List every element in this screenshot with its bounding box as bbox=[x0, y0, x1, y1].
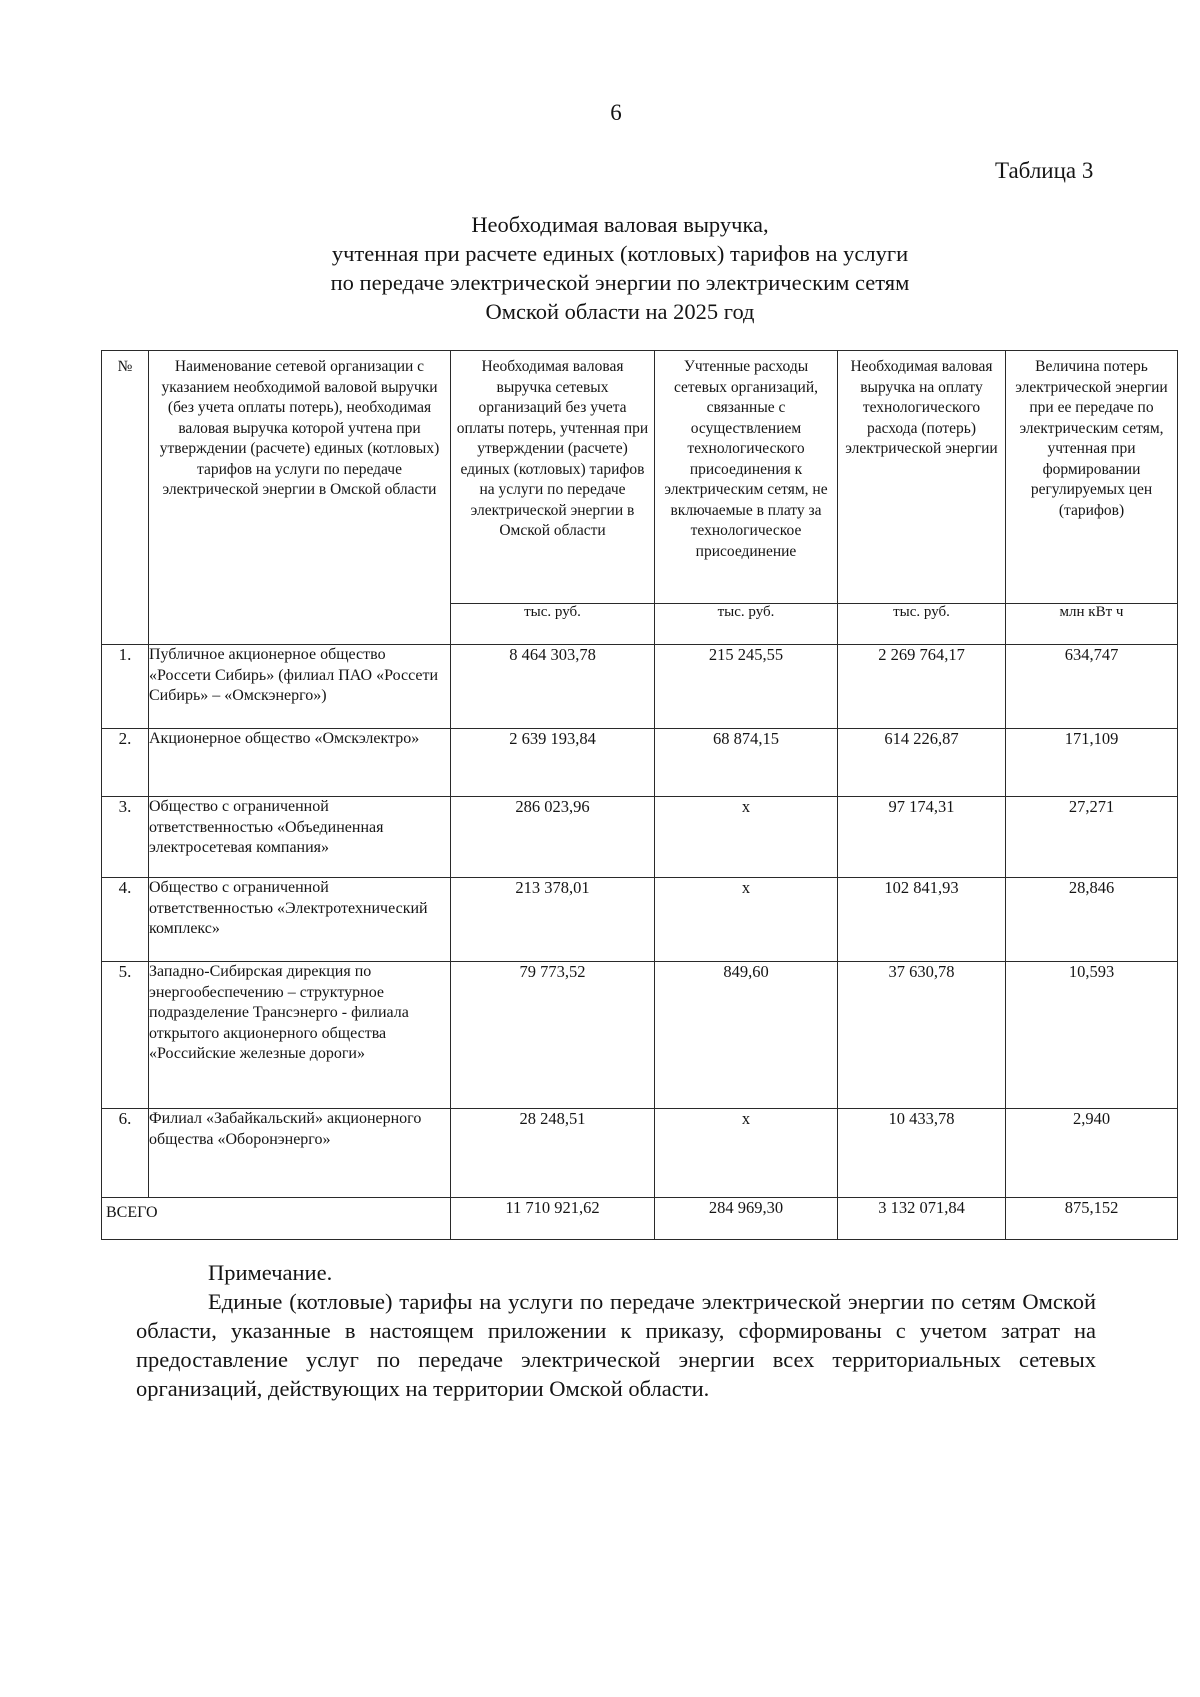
total-losses-revenue-value: 3 132 071,84 bbox=[838, 1198, 1006, 1240]
losses-revenue-value: 614 226,87 bbox=[838, 729, 1006, 797]
header-number: № bbox=[102, 351, 149, 645]
page-number: 6 bbox=[610, 100, 622, 125]
organization-name: Акционерное общество «Омскэлектро» bbox=[149, 729, 451, 797]
losses-revenue-value: 10 433,78 bbox=[838, 1109, 1006, 1198]
revenue-value: 213 378,01 bbox=[451, 878, 655, 962]
organization-name: Публичное акционерное общество «Россети Сибирь» (филиал ПАО «Россети Сибирь» – «Омскэнерго») bbox=[149, 645, 451, 729]
connection-costs-value: 68 874,15 bbox=[655, 729, 838, 797]
connection-costs-value: 849,60 bbox=[655, 962, 838, 1109]
title-line: учтенная при расчете единых (котловых) тарифов на услуги bbox=[331, 241, 909, 266]
organization-name: Филиал «Забайкальский» акционерного общества «Оборонэнерго» bbox=[149, 1109, 451, 1198]
losses-revenue-value: 37 630,78 bbox=[838, 962, 1006, 1109]
row-number: 1. bbox=[102, 645, 149, 729]
connection-costs-value: х bbox=[655, 1109, 838, 1198]
organization-name: Западно-Сибирская дирекция по энергообеспечению – структурное подразделение Трансэнерго - филиала открытого акционерного общества «Российские железные дороги» bbox=[149, 962, 451, 1109]
total-label: ВСЕГО bbox=[102, 1198, 451, 1240]
note-text: Единые (котловые) тарифы на услуги по передаче электрической энергии по сетям Омской области, указанные в настоящем приложении к приказу, сформированы с учетом затрат на предоставление услуг по передаче электрической энергии всех территориальных сетевых организаций, действующих на территории Омской области. bbox=[136, 1289, 1096, 1401]
unit-losses-volume: млн кВт ч bbox=[1006, 604, 1178, 645]
table-row bbox=[102, 645, 1178, 729]
revenue-value: 286 023,96 bbox=[451, 797, 655, 878]
header-revenue: Необходимая валовая выручка сетевых организаций без учета оплаты потерь, учтенная при утверждении (расчете) единых (котловых) тарифов на услуги по передаче электрической энергии в Омской области bbox=[451, 351, 655, 604]
row-number: 6. bbox=[102, 1109, 149, 1198]
organization-name: Общество с ограниченной ответственностью «Электротехнический комплекс» bbox=[149, 878, 451, 962]
total-losses-volume-value: 875,152 bbox=[1006, 1198, 1178, 1240]
total-connection-costs-value: 284 969,30 bbox=[655, 1198, 838, 1240]
connection-costs-value: х bbox=[655, 878, 838, 962]
header-organization-name: Наименование сетевой организации с указанием необходимой валовой выручки (без учета оплаты потерь), необходимая валовая выручка которой учтена при утверждении (расчете) единых (котловых) тарифов на услуги по передаче электрической энергии в Омской области bbox=[149, 351, 451, 645]
losses-volume-value: 10,593 bbox=[1006, 962, 1178, 1109]
header-losses-volume: Величина потерь электрической энергии при ее передаче по электрическим сетям, учтенная при формировании регулируемых цен (тарифов) bbox=[1006, 351, 1178, 604]
unit-revenue: тыс. руб. bbox=[451, 604, 655, 645]
note-title: Примечание. bbox=[208, 1260, 333, 1285]
document-title bbox=[250, 210, 990, 326]
table-header-row bbox=[102, 351, 1178, 604]
row-number: 4. bbox=[102, 878, 149, 962]
losses-volume-value: 2,940 bbox=[1006, 1109, 1178, 1198]
unit-connection-costs: тыс. руб. bbox=[655, 604, 838, 645]
losses-revenue-value: 102 841,93 bbox=[838, 878, 1006, 962]
total-revenue-value: 11 710 921,62 bbox=[451, 1198, 655, 1240]
table-label: Таблица 3 bbox=[995, 158, 1094, 183]
connection-costs-value: х bbox=[655, 797, 838, 878]
revenue-value: 2 639 193,84 bbox=[451, 729, 655, 797]
organization-name: Общество с ограниченной ответственностью «Объединенная электросетевая компания» bbox=[149, 797, 451, 878]
total-row bbox=[102, 1198, 1178, 1240]
title-line: Омской области на 2025 год bbox=[485, 299, 755, 324]
losses-volume-value: 634,747 bbox=[1006, 645, 1178, 729]
table-row bbox=[102, 1109, 1178, 1198]
connection-costs-value: 215 245,55 bbox=[655, 645, 838, 729]
table-row bbox=[102, 729, 1178, 797]
revenue-value: 79 773,52 bbox=[451, 962, 655, 1109]
row-number: 2. bbox=[102, 729, 149, 797]
revenue-table bbox=[101, 350, 1178, 1240]
table-row bbox=[102, 878, 1178, 962]
revenue-value: 8 464 303,78 bbox=[451, 645, 655, 729]
losses-revenue-value: 97 174,31 bbox=[838, 797, 1006, 878]
title-line: по передаче электрической энергии по электрическим сетям bbox=[330, 270, 910, 295]
table-row bbox=[102, 962, 1178, 1109]
header-connection-costs: Учтенные расходы сетевых организаций, связанные с осуществлением технологического присоединения к электрическим сетям, не включаемые в плату за технологическое присоединение bbox=[655, 351, 838, 604]
header-losses-revenue: Необходимая валовая выручка на оплату технологического расхода (потерь) электрической энергии bbox=[838, 351, 1006, 604]
revenue-value: 28 248,51 bbox=[451, 1109, 655, 1198]
losses-volume-value: 27,271 bbox=[1006, 797, 1178, 878]
note-section bbox=[136, 1258, 1096, 1403]
title-line: Необходимая валовая выручка, bbox=[471, 212, 769, 237]
unit-losses-revenue: тыс. руб. bbox=[838, 604, 1006, 645]
losses-volume-value: 171,109 bbox=[1006, 729, 1178, 797]
row-number: 3. bbox=[102, 797, 149, 878]
table-row bbox=[102, 797, 1178, 878]
losses-volume-value: 28,846 bbox=[1006, 878, 1178, 962]
losses-revenue-value: 2 269 764,17 bbox=[838, 645, 1006, 729]
row-number: 5. bbox=[102, 962, 149, 1109]
